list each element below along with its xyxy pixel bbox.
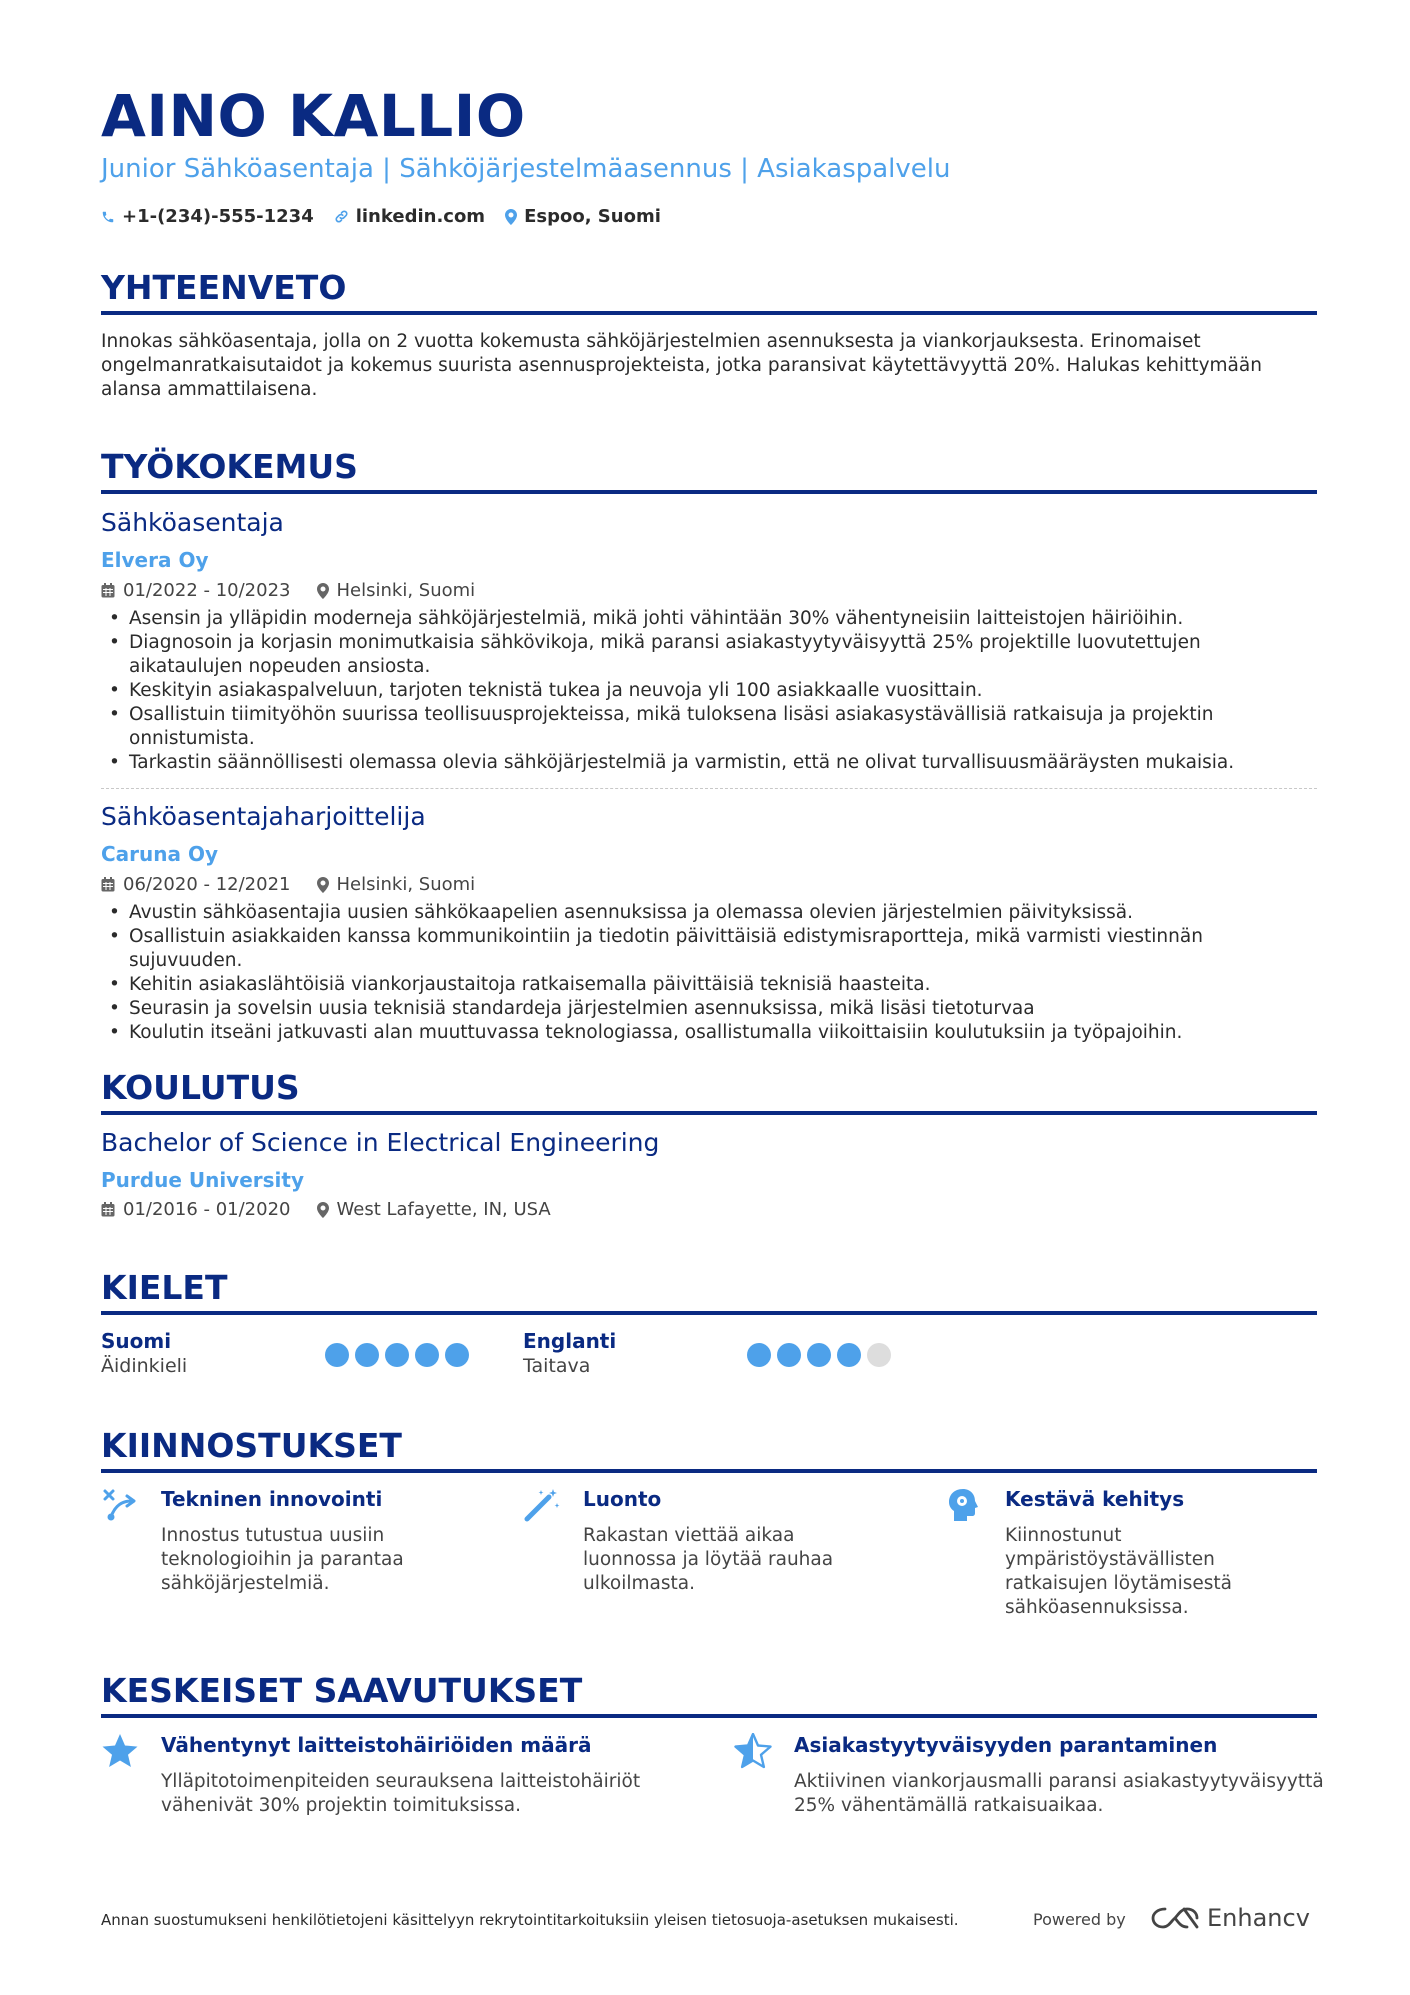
list-item: • Tarkastin säännöllisesti olemassa olevia sähköjärjestelmiä ja varmistin, että ne olivat turvallisuusmääräysten mukaisia. (101, 751, 1317, 775)
brand-name: Enhancv (1207, 1904, 1310, 1932)
section-divider (101, 490, 1317, 494)
section-title-achievements: KESKEISET SAAVUTUKSET (101, 1671, 583, 1710)
section-divider (101, 311, 1317, 315)
section-divider (101, 1714, 1317, 1718)
education-location: West Lafayette, IN, USA (317, 1199, 551, 1220)
section-title-education: KOULUTUS (101, 1068, 300, 1107)
enhancv-logo-icon (1151, 1905, 1199, 1931)
calendar-icon (101, 1202, 115, 1217)
job-separator (101, 788, 1317, 789)
language-rating (325, 1343, 475, 1367)
school-name: Purdue University (101, 1168, 304, 1192)
contact-phone[interactable] (101, 206, 314, 227)
language-item-suomi (101, 1329, 187, 1377)
rating-dot-filled (415, 1343, 439, 1367)
language-level: Taitava (523, 1355, 591, 1377)
language-name: Suomi (101, 1329, 172, 1353)
rating-dot-filled (445, 1343, 469, 1367)
job-location: Helsinki, Suomi (317, 580, 476, 601)
phone-text: +1-(234)-555-1234 (122, 206, 314, 227)
rating-dot-filled (325, 1343, 349, 1367)
location-pin-icon (317, 1202, 329, 1218)
location-pin-icon (505, 209, 517, 225)
job-bullets (101, 607, 1317, 775)
location-pin-icon (317, 583, 329, 599)
list-item: • Osallistuin asiakkaiden kanssa kommunikointiin ja tiedotin päivittäisiä edistymisraportteja, mikä varmisti viestinnän sujuvuuden. (101, 925, 1317, 973)
job-location: Helsinki, Suomi (317, 874, 476, 895)
link-icon (334, 209, 349, 224)
candidate-name: AINO KALLIO (101, 82, 526, 150)
list-item: • Diagnosoin ja korjasin monimutkaisia sähkövikoja, mikä paransi asiakastyytyväisyyttä 25% projektille luovutettujen aikataulujen nopeuden ansiosta. (101, 631, 1317, 679)
section-title-interests: KIINNOSTUKSET (101, 1426, 402, 1465)
job-dates: 06/2020 - 12/2021 (101, 874, 291, 895)
section-title-summary: YHTEENVETO (101, 268, 347, 307)
interest-title: Kestävä kehitys (1005, 1487, 1185, 1511)
education-dates: 01/2016 - 01/2020 (101, 1199, 291, 1220)
rating-dot-filled (355, 1343, 379, 1367)
enhancv-logo[interactable] (1151, 1904, 1310, 1932)
language-name: Englanti (523, 1329, 617, 1353)
rating-dot-filled (807, 1343, 831, 1367)
job-title: Sähköasentaja (101, 508, 284, 537)
rating-dot-filled (385, 1343, 409, 1367)
powered-by-label: Powered by (1033, 1910, 1126, 1929)
list-item: • Asensin ja ylläpidin moderneja sähköjärjestelmiä, mikä johti vähintään 30% vähentyneisiin laitteistojen häiriöihin. (101, 607, 1317, 631)
list-item: • Seurasin ja sovelsin uusia teknisiä standardeja järjestelmien asennuksissa, mikä lisäsi tietoturvaa (101, 997, 1317, 1021)
achievement-desc: Ylläpitotoimenpiteiden seurauksena laitteistohäiriöt vähenivät 30% projektin toimituksissa. (161, 1771, 641, 1816)
rating-dot-empty (867, 1343, 891, 1367)
section-divider (101, 1311, 1317, 1315)
list-item: • Kehitin asiakaslähtöisiä viankorjaustaitoja ratkaisemalla päivittäisiä teknisiä haasteita. (101, 973, 1317, 997)
contact-row (101, 206, 681, 227)
gdpr-consent: Annan suostumukseni henkilötietojeni käsittelyyn rekrytointitarkoituksiin yleisen tietosuoja-asetuksen mukaisesti. (101, 1911, 959, 1929)
company-name: Caruna Oy (101, 842, 219, 866)
language-rating (747, 1343, 897, 1367)
rating-dot-filled (747, 1343, 771, 1367)
degree-title: Bachelor of Science in Electrical Engineering (101, 1128, 660, 1157)
star-half-icon (734, 1733, 772, 1769)
rating-dot-filled (837, 1343, 861, 1367)
interest-title: Luonto (583, 1487, 662, 1511)
interest-desc: Kiinnostunut ympäristöystävällisten ratkaisujen löytämisestä sähköasennuksissa. (1005, 1525, 1232, 1618)
headline: Junior Sähköasentaja | Sähköjärjestelmäasennus | Asiakaspalvelu (101, 154, 951, 184)
achievement-title: Vähentynyt laitteistohäiriöiden määrä (161, 1733, 592, 1757)
section-divider (101, 1469, 1317, 1473)
language-level: Äidinkieli (101, 1355, 188, 1377)
language-item-englanti (523, 1329, 616, 1377)
star-filled-icon (101, 1733, 139, 1769)
head-brain-icon (945, 1487, 983, 1523)
job-meta (101, 580, 501, 601)
achievement-desc: Aktiivinen viankorjausmalli paransi asiakastyytyväisyyttä 25% vähentämällä ratkaisuaikaa. (794, 1771, 1324, 1816)
section-divider (101, 1111, 1317, 1115)
location-text: Espoo, Suomi (524, 206, 661, 227)
rating-dot-filled (777, 1343, 801, 1367)
job-dates: 01/2022 - 10/2023 (101, 580, 291, 601)
calendar-icon (101, 583, 115, 598)
interest-desc: Rakastan viettää aikaa luonnossa ja löytää rauhaa ulkoilmasta. (583, 1525, 834, 1594)
list-item: • Avustin sähköasentajia uusien sähkökaapelien asennuksissa ja olemassa olevien järjestelmien päivityksissä. (101, 901, 1317, 925)
satellite-icon (101, 1487, 139, 1523)
company-name: Elvera Oy (101, 548, 209, 572)
section-title-languages: KIELET (101, 1268, 228, 1307)
summary-text: Innokas sähköasentaja, jolla on 2 vuotta kokemusta sähköjärjestelmien asennuksesta ja viankorjauksesta. Erinomaiset ongelmanratkaisutaidot ja kokemus suurista asennusprojekteista, jotka paransivat käytettävyyttä 20%. Halukas kehittymään alansa ammattilaisena. (101, 331, 1262, 400)
education-meta (101, 1199, 577, 1220)
location-pin-icon (317, 877, 329, 893)
list-item: • Osallistuin tiimityöhön suurissa teollisuusprojekteissa, mikä tuloksena lisäsi asiakasystävällisiä ratkaisuja ja projektin onnistumista. (101, 703, 1317, 751)
list-item: • Koulutin itseäni jatkuvasti alan muuttuvassa teknologiassa, osallistumalla viikoittaisiin koulutuksiin ja työpajoihin. (101, 1021, 1317, 1045)
section-title-experience: TYÖKOKEMUS (101, 447, 358, 486)
job-title: Sähköasentajaharjoittelija (101, 802, 426, 831)
job-meta (101, 874, 501, 895)
phone-icon (101, 210, 115, 224)
contact-linkedin[interactable] (334, 206, 485, 227)
interest-desc: Innostus tutustua uusiin teknologioihin ja parantaa sähköjärjestelmiä. (161, 1525, 404, 1594)
interest-title: Tekninen innovointi (161, 1487, 383, 1511)
contact-location (505, 206, 661, 227)
calendar-icon (101, 877, 115, 892)
job-bullets (101, 901, 1317, 1045)
magic-wand-icon (523, 1487, 561, 1523)
linkedin-text: linkedin.com (355, 206, 486, 227)
list-item: • Keskityin asiakaspalveluun, tarjoten teknistä tukea ja neuvoja yli 100 asiakkaalle vuosittain. (101, 679, 1317, 703)
achievement-title: Asiakastyytyväisyyden parantaminen (794, 1733, 1218, 1757)
